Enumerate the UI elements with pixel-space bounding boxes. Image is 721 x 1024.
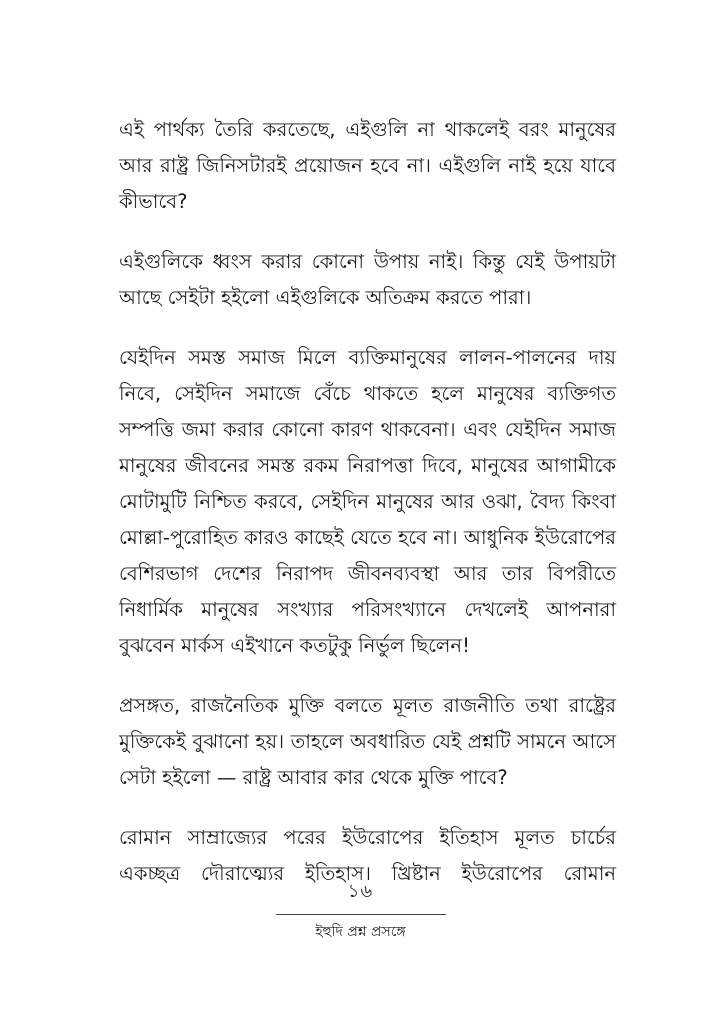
- paragraph-3: যেইদিন সমস্ত সমাজ মিলে ব্যক্তিমানুষের লালন-পালনের দায় নিবে, সেইদিন সমাজে বেঁচে থাকতে হলে মানুষের ব্যক্তিগত সম্পত্তি জমা করার কোনো কারণ থাকবেনা। এবং যেইদিন সমাজ মানুষের জীবনের সমস্ত রকম নিরাপত্তা দিবে, মানুষের আগামীকে মোটামুটি নিশ্চিত করবে, সেইদিন মানুষের আর ওঝা, বৈদ্য কিংবা মোল্লা-পুরোহিত কারও কাছেই যেতে হবে না। আধুনিক ইউরোপের বেশিরভাগ দেশের নিরাপদ জীবনব্যবস্থা আর তার বিপরীতে নিধার্মিক মানুষের সংখ্যার পরিসংখ্যানে দেখলেই আপনারা বুঝবেন মার্কস এইখানে কতটুকু নির্ভুল ছিলেন!: [119, 346, 616, 657]
- body-text: [119, 112, 616, 916]
- paragraph-4: প্রসঙ্গত, রাজনৈতিক মুক্তি বলতে মূলত রাজনীতি তথা রাষ্ট্রের মুক্তিকেই বুঝানো হয়। তাহলে অবধারিত যেই প্রশ্নটি সামনে আসে সেটা হইলো — রাষ্ট্র আবার কার থেকে মুক্তি পাবে?: [119, 694, 616, 789]
- running-footer-title: ইহুদি প্রশ্ন প্রসঙ্গে: [315, 924, 406, 940]
- footer-divider: [276, 914, 446, 915]
- page-number: ১৬: [347, 881, 374, 902]
- paragraph-1: এই পার্থক্য তৈরি করতেছে, এইগুলি না থাকলেই বরং মানুষের আর রাষ্ট্র জিনিসটারই প্রয়োজন হবে না। এইগুলি নাই হয়ে যাবে কীভাবে?: [119, 118, 616, 213]
- paragraph-2: এইগুলিকে ধ্বংস করার কোনো উপায় নাই। কিন্তু যেই উপায়টা আছে সেইটা হইলো এইগুলিকে অতিক্রম করতে পারা।: [119, 250, 616, 309]
- paragraph-5: রোমান সাম্রাজ্যের পরের ইউরোপের ইতিহাস মূলত চার্চের একচ্ছত্র দৌরাত্ম্যের ইতিহাস। খ্রিষ্টান ইউরোপের রোমান: [119, 826, 616, 885]
